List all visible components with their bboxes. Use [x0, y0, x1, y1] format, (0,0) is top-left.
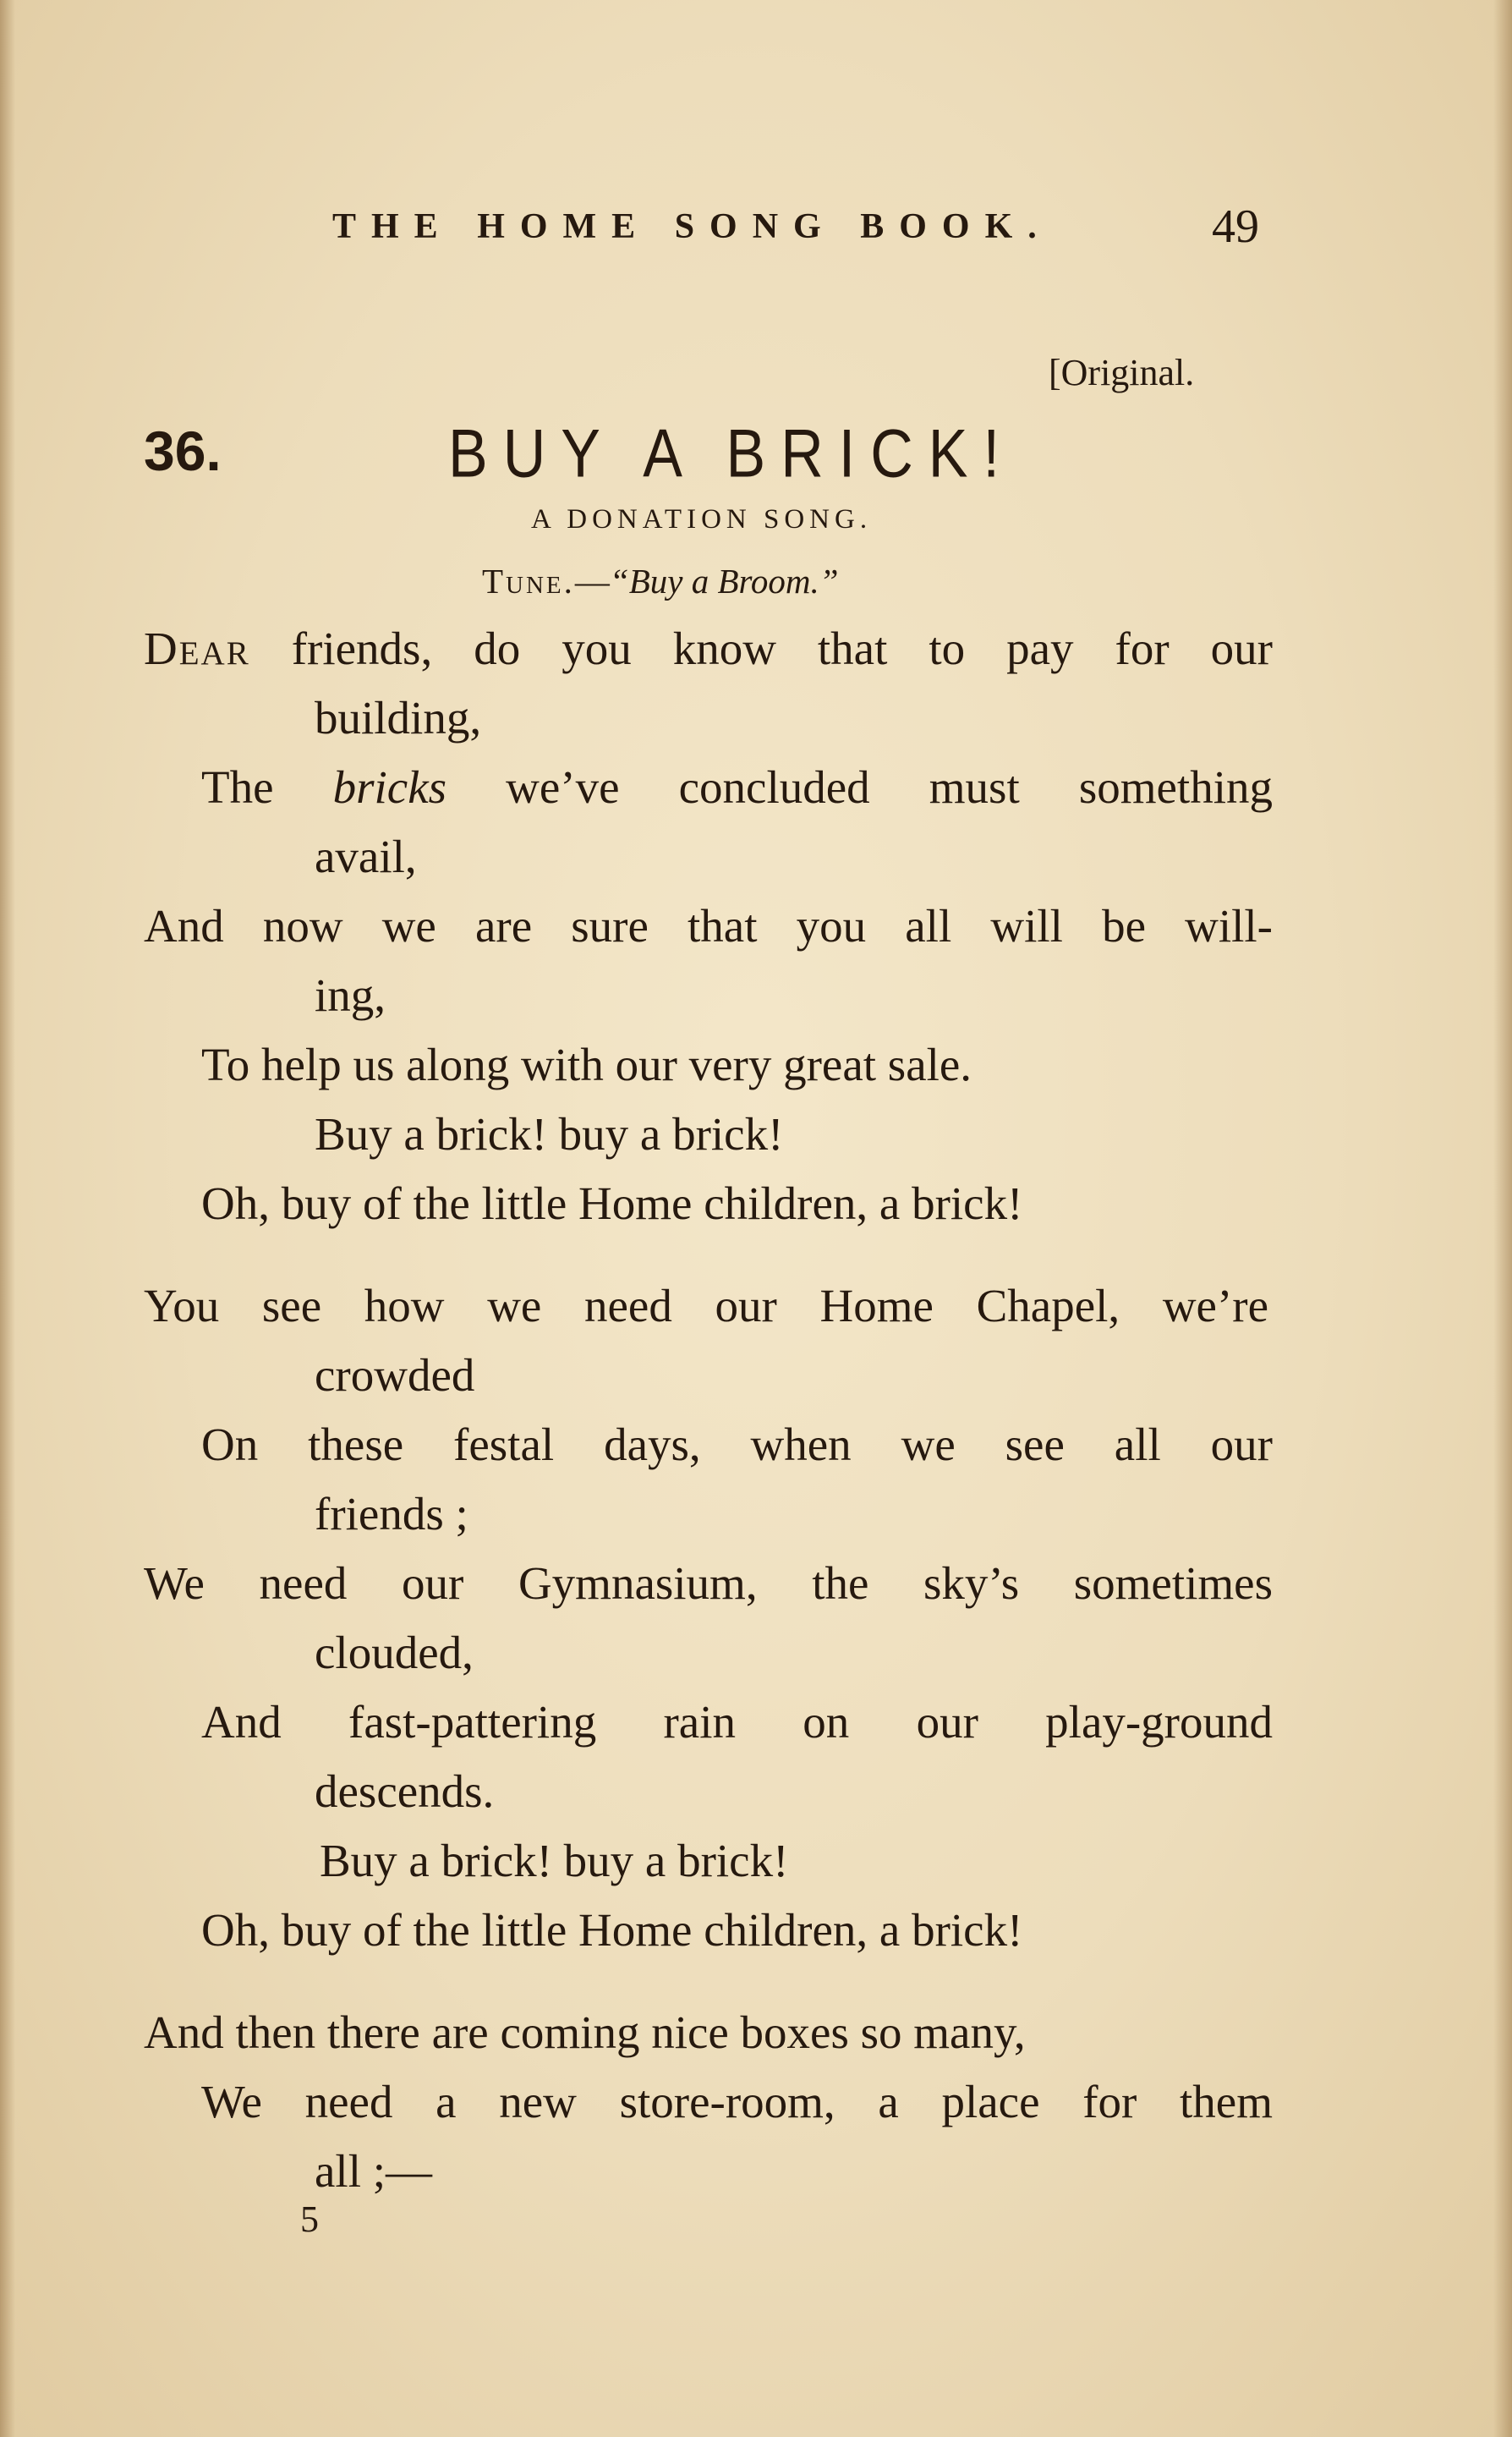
verse-line: We need our Gymnasium, the sky’s sometimes: [144, 1557, 1273, 1609]
page-number: 49: [1212, 200, 1259, 253]
verse-line: building,: [315, 692, 482, 744]
verse-line: On these festal days, when we see all our: [201, 1419, 1273, 1470]
tune-dash: —: [574, 562, 610, 601]
refrain-line: Buy a brick! buy a brick!: [320, 1835, 789, 1886]
refrain-line: Oh, buy of the little Home children, a brick!: [201, 1904, 1023, 1956]
verse-line: all ;—: [315, 2145, 433, 2197]
verse-line: The bricks we’ve concluded must something: [201, 761, 1273, 813]
signature-mark: 5: [300, 2198, 319, 2240]
verse-line: crowded: [315, 1349, 475, 1401]
song-subtitle: A DONATION SONG.: [531, 504, 873, 535]
verse-line: friends ;: [315, 1488, 468, 1540]
verse-line: Dear friends, do you know that to pay for our: [144, 623, 1273, 674]
verse-line: You see how we need our Home Chapel, we’re: [144, 1280, 1268, 1331]
verse-line: ing,: [315, 969, 386, 1021]
song-number: 36.: [144, 420, 222, 482]
verse-line: clouded,: [315, 1627, 474, 1678]
verse-line: We need a new store-room, a place for them: [201, 2076, 1273, 2127]
tune-label: Tune.: [482, 562, 575, 601]
verse-line: To help us along with our very great sale.: [201, 1039, 972, 1090]
refrain-line: Buy a brick! buy a brick!: [315, 1108, 784, 1160]
page-edge-right: [1493, 0, 1512, 2437]
source-note: [Original.: [1049, 352, 1195, 393]
verse-line: avail,: [315, 831, 417, 882]
tune-name: “Buy a Broom.”: [609, 562, 839, 601]
verse-line: descends.: [315, 1765, 495, 1817]
page-edge-left: [0, 0, 15, 2437]
verse-line: And then there are coming nice boxes so many,: [144, 2006, 1026, 2058]
running-title: THE HOME SONG BOOK.: [332, 207, 1052, 246]
verse-line: And fast-pattering rain on our play-ground: [201, 1696, 1273, 1748]
italic-word: bricks: [332, 761, 447, 813]
refrain-line: Oh, buy of the little Home children, a brick!: [201, 1177, 1023, 1229]
verse-line: And now we are sure that you all will be will-: [144, 900, 1273, 952]
tune-line: [482, 561, 839, 601]
song-title: BUY A BRICK!: [448, 415, 1015, 491]
drop-word: Dear: [144, 623, 250, 674]
